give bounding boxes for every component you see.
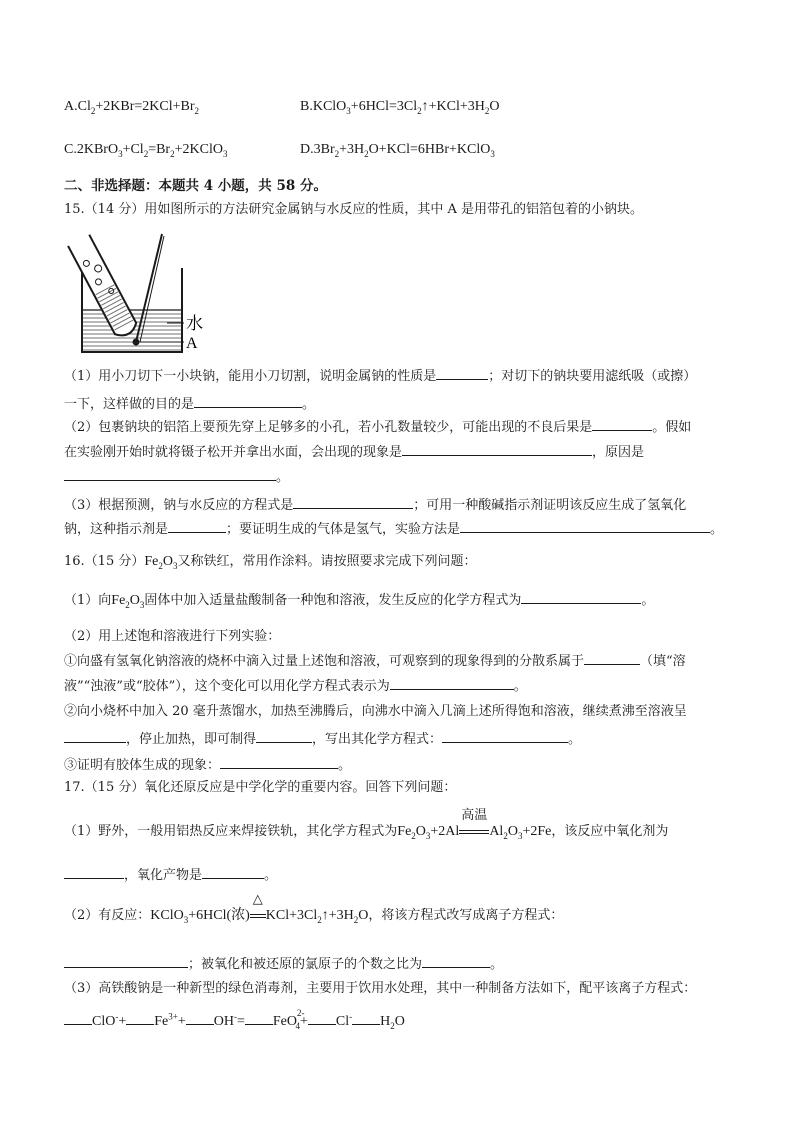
- q16-c1a: ①向盛有氢氧化钠溶液的烧杯中滴入过量上述饱和溶液，可观察到的现象得到的分散系属于: [64, 654, 585, 669]
- option-d: $D.3Br_2+3H_2O+KCl=6HBr+KClO_3$: [300, 142, 495, 159]
- q17-p2d: 。: [490, 957, 504, 972]
- coef-blank[interactable]: [64, 1012, 92, 1025]
- option-b-letter: B.: [300, 99, 313, 114]
- q16-c1d: 。: [513, 679, 527, 694]
- coef-blank[interactable]: [308, 1012, 336, 1025]
- q17-p2a: （2）有反应：: [64, 908, 151, 923]
- coef-blank[interactable]: [186, 1012, 214, 1025]
- answer-blank[interactable]: [592, 418, 652, 431]
- answer-blank[interactable]: [402, 443, 592, 456]
- q15-stem: 15.（14 分）用如图所示的方法研究金属钠与水反应的性质，其中 A 是用带孔的铝箔包着的小钠块。: [64, 202, 644, 217]
- q15-p1a: （1）用小刀切下一小块钠，能用小刀切割，说明金属钠的性质是: [64, 369, 437, 384]
- q16-c2c: ，写出其化学方程式：: [312, 732, 443, 747]
- q17-part1-line2: [64, 866, 277, 886]
- answer-blank[interactable]: [293, 496, 413, 509]
- q16-p1a: （1）向: [64, 593, 112, 608]
- q15-p3c: 钠，这种指示剂是: [64, 522, 169, 537]
- q17-part2-line1: （2）有反应：KClO$_3$+6HCl(浓) △ $KCl+3Cl_2↑+3H_2O$，将该方程式改写成离子方程式：: [64, 892, 564, 925]
- q15-p2d: ，原因是: [592, 445, 645, 460]
- q16-c1-line1: [64, 652, 686, 672]
- q15-part1-line2: [64, 395, 315, 415]
- q17-p2b: ，将该方程式改写成离子方程式：: [368, 908, 564, 923]
- q16-c1c: 液”“浊液”或“胶体”），这个变化可以用化学方程式表示为: [64, 679, 390, 694]
- q15-part1-line1: [64, 367, 696, 387]
- answer-blank[interactable]: [168, 520, 226, 533]
- coef-blank[interactable]: [352, 1012, 380, 1025]
- q16-c2-line1: ②向小烧杯中加入 20 毫升蒸馏水，加热至沸腾后，向沸水中滴入几滴上述所得饱和溶液，继续煮沸至溶液呈: [64, 704, 687, 719]
- q15-part3-line2: [64, 520, 723, 540]
- q15-p2b: 。假如: [652, 420, 692, 435]
- heat-condition: [250, 892, 266, 925]
- answer-blank[interactable]: [390, 677, 514, 690]
- q17-p2c: ；被氧化和被还原的氯原子的个数之比为: [188, 957, 423, 972]
- answer-blank[interactable]: [194, 395, 302, 408]
- q16-stem: 16.（15 分）$Fe_2O_3$又称铁红，常用作涂料。请按照要求完成下列问题：: [64, 554, 477, 571]
- q17-p1d: 。: [264, 868, 278, 883]
- q16-c3b: 。: [338, 758, 352, 773]
- answer-blank[interactable]: [256, 730, 312, 743]
- q15-part2-line2: [64, 443, 644, 463]
- answer-blank[interactable]: [460, 520, 710, 533]
- option-d-letter: D.: [300, 142, 314, 157]
- q15-p3a: （3）根据预测，钠与水反应的方程式是: [64, 498, 294, 513]
- heat-triangle-icon: △: [252, 892, 263, 907]
- q16-c2b: ，停止加热，即可制得: [126, 732, 257, 747]
- answer-blank[interactable]: [64, 730, 126, 743]
- answer-blank[interactable]: [521, 591, 641, 604]
- q15-p3e: 。: [710, 522, 724, 537]
- q15-part2-line3: [64, 468, 289, 488]
- q16-stem-b: 又称铁红，常用作涂料。请按照要求完成下列问题：: [177, 554, 477, 569]
- high-temp-condition: [459, 808, 489, 841]
- q15-p3d: ；要证明生成的气体是氢气，实验方法是: [226, 522, 461, 537]
- q17-part2-line2: [64, 955, 503, 975]
- q16-p1b: 固体中加入适量盐酸制备一种饱和溶液，发生反应的化学方程式为: [144, 593, 522, 608]
- answer-blank[interactable]: [584, 652, 640, 665]
- answer-blank[interactable]: [442, 730, 568, 743]
- q16-c3: [64, 756, 351, 776]
- q17-stem: 17.（15 分）氧化还原反应是中学化学的重要内容。回答下列问题：: [64, 780, 457, 795]
- q17-part1-line1: （1）野外，一般用铝热反应来焊接铁轨，其化学方程式为$Fe_2O_3+2Al$ 高温 $Al_2O_3+2Fe$，该反应中氧化剂为: [64, 808, 669, 841]
- coef-blank[interactable]: [245, 1012, 273, 1025]
- q15-p3b: ；可用一种酸碱指示剂证明该反应生成了氢氧化: [413, 498, 687, 513]
- option-c-letter: C.: [64, 142, 77, 157]
- answer-blank[interactable]: [64, 955, 188, 968]
- q15-p2e: 。: [276, 470, 290, 485]
- q17-p1c: ，氧化产物是: [124, 868, 203, 883]
- answer-blank[interactable]: [202, 866, 264, 879]
- coef-blank[interactable]: [126, 1012, 154, 1025]
- q15-p1c: 一下，这样做的目的是: [64, 397, 195, 412]
- option-b: $B.KClO_3+6HCl=3Cl_2↑+KCl+3H_2O$: [300, 99, 500, 116]
- q15-p1b: ；对切下的钠块要用滤纸吸（或擦）: [488, 369, 697, 384]
- apparatus-figure: [64, 228, 214, 358]
- q16-p1c: 。: [641, 593, 655, 608]
- answer-blank[interactable]: [422, 955, 490, 968]
- q16-stem-a: 16.（15 分）: [64, 554, 145, 569]
- option-a: $A.Cl_2+2KBr=2KCl+Br_2$: [64, 99, 199, 116]
- label-a: A: [186, 335, 198, 352]
- high-temp-label: 高温: [461, 808, 488, 823]
- option-c: $C.2KBrO_3+Cl_2=Br_2+2KClO_3$: [64, 142, 228, 159]
- q16-c2d: 。: [568, 732, 582, 747]
- q15-p2a: （2）包裹钠块的铝箔上要预先穿上足够多的小孔，若小孔数量较少，可能出现的不良后果是: [64, 420, 593, 435]
- q17-ion-equation: $ClO^-+ Fe^{3+}+ OH^-= FeO^{2-}_4+ Cl^-$ $H_2O$: [64, 1012, 405, 1032]
- q17-part3: （3）高铁酸钠是一种新型的绿色消毒剂，主要用于饮用水处理，其中一种制备方法如下，配平该离子方程式：: [64, 981, 697, 996]
- answer-blank[interactable]: [220, 756, 338, 769]
- q15-p1d: 。: [302, 397, 316, 412]
- section-heading: 二、非选择题：本题共 4 小题，共 58 分。: [64, 178, 327, 194]
- q15-p2c: 在实验刚开始时就将镊子松开并拿出水面，会出现的现象是: [64, 445, 403, 460]
- q16-part1: （1）向$Fe_2O_3$固体中加入适量盐酸制备一种饱和溶液，发生反应的化学方程式为 。: [64, 593, 655, 610]
- label-water: 水: [186, 314, 203, 334]
- answer-blank[interactable]: [64, 866, 124, 879]
- q17-p1a: （1）野外，一般用铝热反应来焊接铁轨，其化学方程式为: [64, 824, 398, 839]
- option-a-letter: A.: [64, 99, 78, 114]
- q15-part2-line1: [64, 418, 691, 438]
- q15-part3-line1: [64, 496, 686, 516]
- q16-c3a: ③证明有胶体生成的现象：: [64, 758, 221, 773]
- q16-c1b: （填“溶: [640, 654, 686, 669]
- q16-c2-line2: [64, 730, 581, 750]
- q17-p1b: ，该反应中氧化剂为: [551, 824, 669, 839]
- q16-c1-line2: [64, 677, 527, 697]
- q16-part2: （2）用上述饱和溶液进行下列实验：: [64, 629, 281, 644]
- answer-blank[interactable]: [64, 468, 276, 481]
- answer-blank[interactable]: [436, 367, 488, 380]
